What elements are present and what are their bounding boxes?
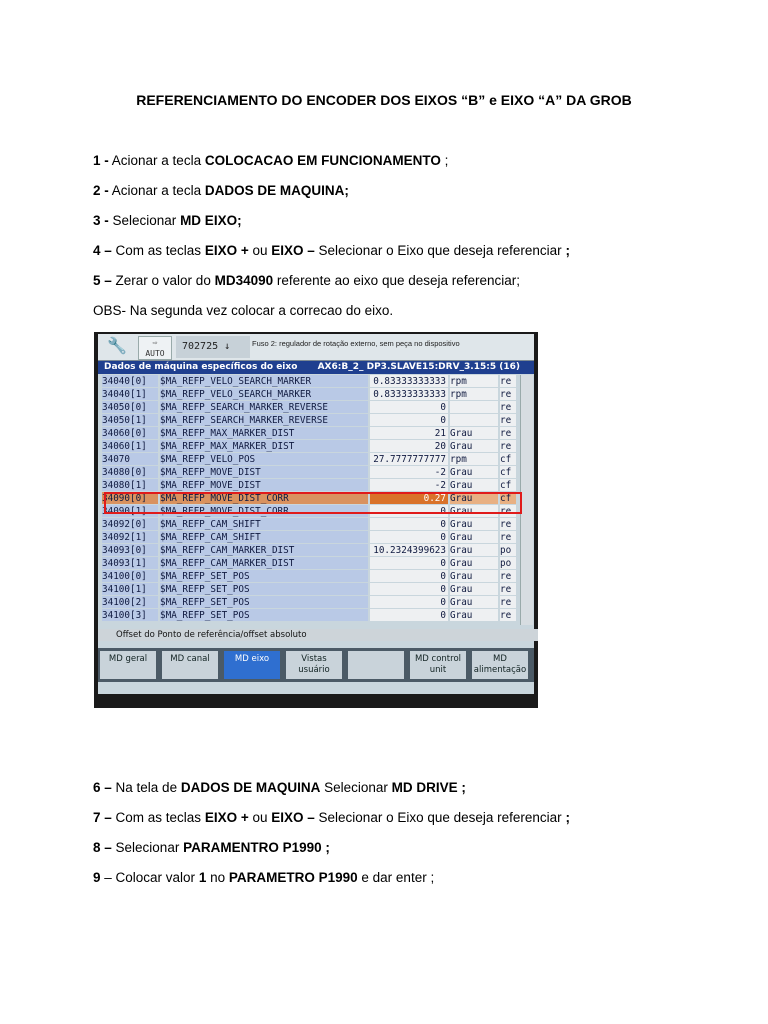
md-value[interactable]: 0 [370, 518, 448, 530]
md-number: 34050[0] [102, 401, 158, 413]
step-text: no [206, 870, 229, 885]
md-unit: rpm [450, 388, 498, 400]
md-name: $MA_REFP_MOVE_DIST [160, 479, 368, 491]
parameter-description: Offset do Ponto de referência/offset absoluto [98, 629, 538, 641]
md-unit: rpm [450, 375, 498, 387]
md-number: 34100[0] [102, 570, 158, 582]
md-name: $MA_REFP_VELO_SEARCH_MARKER [160, 388, 368, 400]
md-name: $MA_REFP_CAM_MARKER_DIST [160, 557, 368, 569]
table-row[interactable] [98, 427, 518, 440]
md-effect: po [500, 557, 516, 569]
table-header [98, 361, 534, 374]
md-unit: Grau [450, 531, 498, 543]
md-effect: cf [500, 453, 516, 465]
md-unit: Grau [450, 596, 498, 608]
md-number: 34090[0] [102, 492, 158, 504]
step-number: 8 – [93, 840, 112, 855]
md-name: $MA_REFP_MAX_MARKER_DIST [160, 427, 368, 439]
md-value[interactable]: 0 [370, 609, 448, 621]
md-effect: re [500, 518, 516, 530]
table-row[interactable] [98, 583, 518, 596]
md-unit: Grau [450, 609, 498, 621]
md-effect: re [500, 427, 516, 439]
step-1 [93, 153, 448, 168]
step-3 [93, 213, 242, 228]
step-key: EIXO + [204, 810, 249, 825]
step-key: EIXO – [271, 810, 315, 825]
md-effect: re [500, 505, 516, 517]
md-name: $MA_REFP_SET_POS [160, 596, 368, 608]
step-number: 3 - [93, 213, 109, 228]
step-key: DADOS DE MAQUINA [180, 780, 321, 795]
step-5 [93, 273, 520, 288]
md-value[interactable]: 20 [370, 440, 448, 452]
md-name: $MA_REFP_MAX_MARKER_DIST [160, 440, 368, 452]
step-key: MD34090 [214, 273, 274, 288]
table-row[interactable] [98, 609, 518, 622]
md-unit: Grau [450, 544, 498, 556]
table-row[interactable] [98, 531, 518, 544]
step-number: 2 - [93, 183, 109, 198]
step-text: Com as teclas [111, 810, 205, 825]
md-name: $MA_REFP_CAM_SHIFT [160, 531, 368, 543]
table-row[interactable] [98, 414, 518, 427]
md-name: $MA_REFP_SEARCH_MARKER_REVERSE [160, 401, 368, 413]
md-value[interactable]: 0 [370, 596, 448, 608]
highlight-box [104, 492, 522, 514]
step-6 [93, 780, 466, 795]
md-name: $MA_REFP_VELO_SEARCH_MARKER [160, 375, 368, 387]
step-key: COLOCACAO EM FUNCIONAMENTO [204, 153, 441, 168]
step-key: PARAMENTRO P1990 ; [183, 840, 330, 855]
md-number: 34100[3] [102, 609, 158, 621]
md-number: 34040[1] [102, 388, 158, 400]
step-key: DADOS DE MAQUINA; [204, 183, 349, 198]
softkey-1[interactable]: MD geral [100, 651, 156, 679]
wrench-icon: 🔧 [107, 338, 127, 355]
step-key: ; [565, 243, 570, 258]
step-text: Zerar o valor do [111, 273, 215, 288]
md-effect: re [500, 609, 516, 621]
softkey-3[interactable]: MD eixo [224, 651, 280, 679]
md-value[interactable]: 0 [370, 414, 448, 426]
md-unit: Grau [450, 570, 498, 582]
md-unit: Grau [450, 583, 498, 595]
table-row[interactable] [98, 479, 518, 492]
md-unit: Grau [450, 518, 498, 530]
md-effect: cf [500, 492, 516, 504]
md-effect: re [500, 583, 516, 595]
table-row[interactable] [98, 518, 518, 531]
step-text: Na tela de [111, 780, 181, 795]
step-text: e dar enter ; [357, 870, 435, 885]
md-value[interactable]: 21 [370, 427, 448, 439]
cnc-screen-photo [94, 332, 538, 708]
md-number: 34090[1] [102, 505, 158, 517]
step-number: 6 – [93, 780, 112, 795]
step-key: 1 [198, 870, 207, 885]
md-effect: po [500, 544, 516, 556]
md-number: 34040[0] [102, 375, 158, 387]
md-name: $MA_REFP_MOVE_DIST_CORR [160, 505, 368, 517]
md-value[interactable]: 0.83333333333 [370, 375, 448, 387]
md-value[interactable]: 0 [370, 583, 448, 595]
md-name: $MA_REFP_SET_POS [160, 570, 368, 582]
md-value[interactable]: 0.27 [370, 492, 448, 504]
step-key: MD DRIVE ; [391, 780, 466, 795]
md-number: 34060[1] [102, 440, 158, 452]
softkey-5[interactable] [348, 651, 404, 679]
md-unit: Grau [450, 492, 498, 504]
md-effect: re [500, 596, 516, 608]
md-number: 34080[1] [102, 479, 158, 491]
table-row[interactable] [98, 570, 518, 583]
softkey-6[interactable]: MD control unit [410, 651, 466, 679]
md-unit: Grau [450, 466, 498, 478]
step-number: 9 [93, 870, 101, 885]
md-unit: Grau [450, 505, 498, 517]
screen-topbar [98, 334, 534, 361]
step-text: referente ao eixo que deseja referenciar; [273, 273, 521, 288]
md-name: $MA_REFP_SEARCH_MARKER_REVERSE [160, 414, 368, 426]
step-key: PARAMETRO P1990 [228, 870, 358, 885]
step-text: ou [248, 810, 272, 825]
step-text: Selecionar o Eixo que deseja referenciar [314, 243, 566, 258]
md-unit [450, 401, 498, 413]
step-text: ; [440, 153, 449, 168]
md-effect: cf [500, 466, 516, 478]
md-name: $MA_REFP_SET_POS [160, 583, 368, 595]
table-row[interactable] [98, 466, 518, 479]
step-key: EIXO + [204, 243, 249, 258]
md-value[interactable]: 0 [370, 557, 448, 569]
step-number: 4 – [93, 243, 112, 258]
step-key: ; [565, 810, 570, 825]
md-unit: Grau [450, 557, 498, 569]
md-effect: re [500, 388, 516, 400]
md-number: 34100[2] [102, 596, 158, 608]
md-value[interactable]: 10.2324399623 [370, 544, 448, 556]
step-text: Acionar a tecla [108, 153, 205, 168]
step-key: EIXO – [271, 243, 315, 258]
table-row[interactable] [98, 401, 518, 414]
step-text: Acionar a tecla [108, 183, 205, 198]
auto-label: AUTO [145, 349, 165, 358]
cnc-screen [98, 334, 534, 694]
step-text: Com as teclas [111, 243, 205, 258]
table-row[interactable] [98, 375, 518, 388]
md-number: 34093[0] [102, 544, 158, 556]
softkey-7[interactable]: MD alimentação [472, 651, 528, 679]
step-8 [93, 840, 330, 855]
md-value[interactable]: 0.83333333333 [370, 388, 448, 400]
table-row[interactable] [98, 440, 518, 453]
md-name: $MA_REFP_VELO_POS [160, 453, 368, 465]
md-value[interactable]: -2 [370, 466, 448, 478]
document-title: REFERENCIAMENTO DO ENCODER DOS EIXOS “B” e EIXO “A” DA GROB [136, 92, 632, 108]
step-text: Selecionar [111, 840, 184, 855]
md-name: $MA_REFP_SET_POS [160, 609, 368, 621]
md-unit: Grau [450, 427, 498, 439]
auto-mode-indicator: ⇨ AUTO [138, 336, 172, 360]
softkey-4[interactable]: Vistas usuário [286, 651, 342, 679]
softkey-bar [98, 648, 534, 682]
md-name: $MA_REFP_MOVE_DIST [160, 466, 368, 478]
step-4 [93, 243, 570, 258]
step-text: Selecionar [108, 213, 181, 228]
step-key: MD EIXO; [180, 213, 242, 228]
table-row[interactable] [98, 388, 518, 401]
md-value[interactable]: 0 [370, 570, 448, 582]
md-name: $MA_REFP_MOVE_DIST_CORR [160, 492, 368, 504]
step-9 [93, 870, 434, 885]
md-name: $MA_REFP_CAM_SHIFT [160, 518, 368, 530]
step-7 [93, 810, 570, 825]
step-number: 1 - [93, 153, 109, 168]
md-unit: Grau [450, 440, 498, 452]
md-number: 34070 [102, 453, 158, 465]
md-unit: Grau [450, 479, 498, 491]
md-name: $MA_REFP_CAM_MARKER_DIST [160, 544, 368, 556]
step-number: 7 – [93, 810, 112, 825]
table-row[interactable] [98, 557, 518, 570]
md-effect: cf [500, 479, 516, 491]
md-effect: re [500, 401, 516, 413]
step-text: Selecionar o Eixo que deseja referenciar [314, 810, 566, 825]
table-row[interactable] [98, 453, 518, 466]
md-number: 34093[1] [102, 557, 158, 569]
table-row[interactable] [98, 544, 518, 557]
md-number: 34100[1] [102, 583, 158, 595]
md-value[interactable]: 27.7777777777 [370, 453, 448, 465]
obs-note: OBS- Na segunda vez colocar a correcao do eixo. [93, 303, 394, 318]
md-effect: re [500, 414, 516, 426]
md-effect: re [500, 531, 516, 543]
step-text: ou [248, 243, 272, 258]
md-effect: re [500, 375, 516, 387]
md-number: 34092[1] [102, 531, 158, 543]
md-value[interactable]: 0 [370, 531, 448, 543]
md-unit: rpm [450, 453, 498, 465]
md-value[interactable]: 0 [370, 401, 448, 413]
md-unit [450, 414, 498, 426]
header-axis: AX6:B_2_ DP3.SLAVE15:DRV_3.15:5 (16) [317, 362, 520, 372]
step-text: – Colocar valor [100, 870, 199, 885]
md-number: 34050[1] [102, 414, 158, 426]
program-value: 702725 [182, 341, 219, 352]
md-number: 34080[0] [102, 466, 158, 478]
header-title: Dados de máquina específicos do eixo [104, 362, 298, 372]
md-effect: re [500, 440, 516, 452]
program-number: 702725 ↓ [176, 336, 250, 358]
alarm-message: Fuso 2: regulador de rotação externo, sem peça no dispositivo [252, 339, 460, 348]
step-text: Selecionar [320, 780, 392, 795]
md-number: 34092[0] [102, 518, 158, 530]
step-2 [93, 183, 349, 198]
md-number: 34060[0] [102, 427, 158, 439]
table-row[interactable] [98, 596, 518, 609]
md-value[interactable]: 0 [370, 505, 448, 517]
step-number: 5 – [93, 273, 112, 288]
softkey-2[interactable]: MD canal [162, 651, 218, 679]
md-value[interactable]: -2 [370, 479, 448, 491]
md-effect: re [500, 570, 516, 582]
